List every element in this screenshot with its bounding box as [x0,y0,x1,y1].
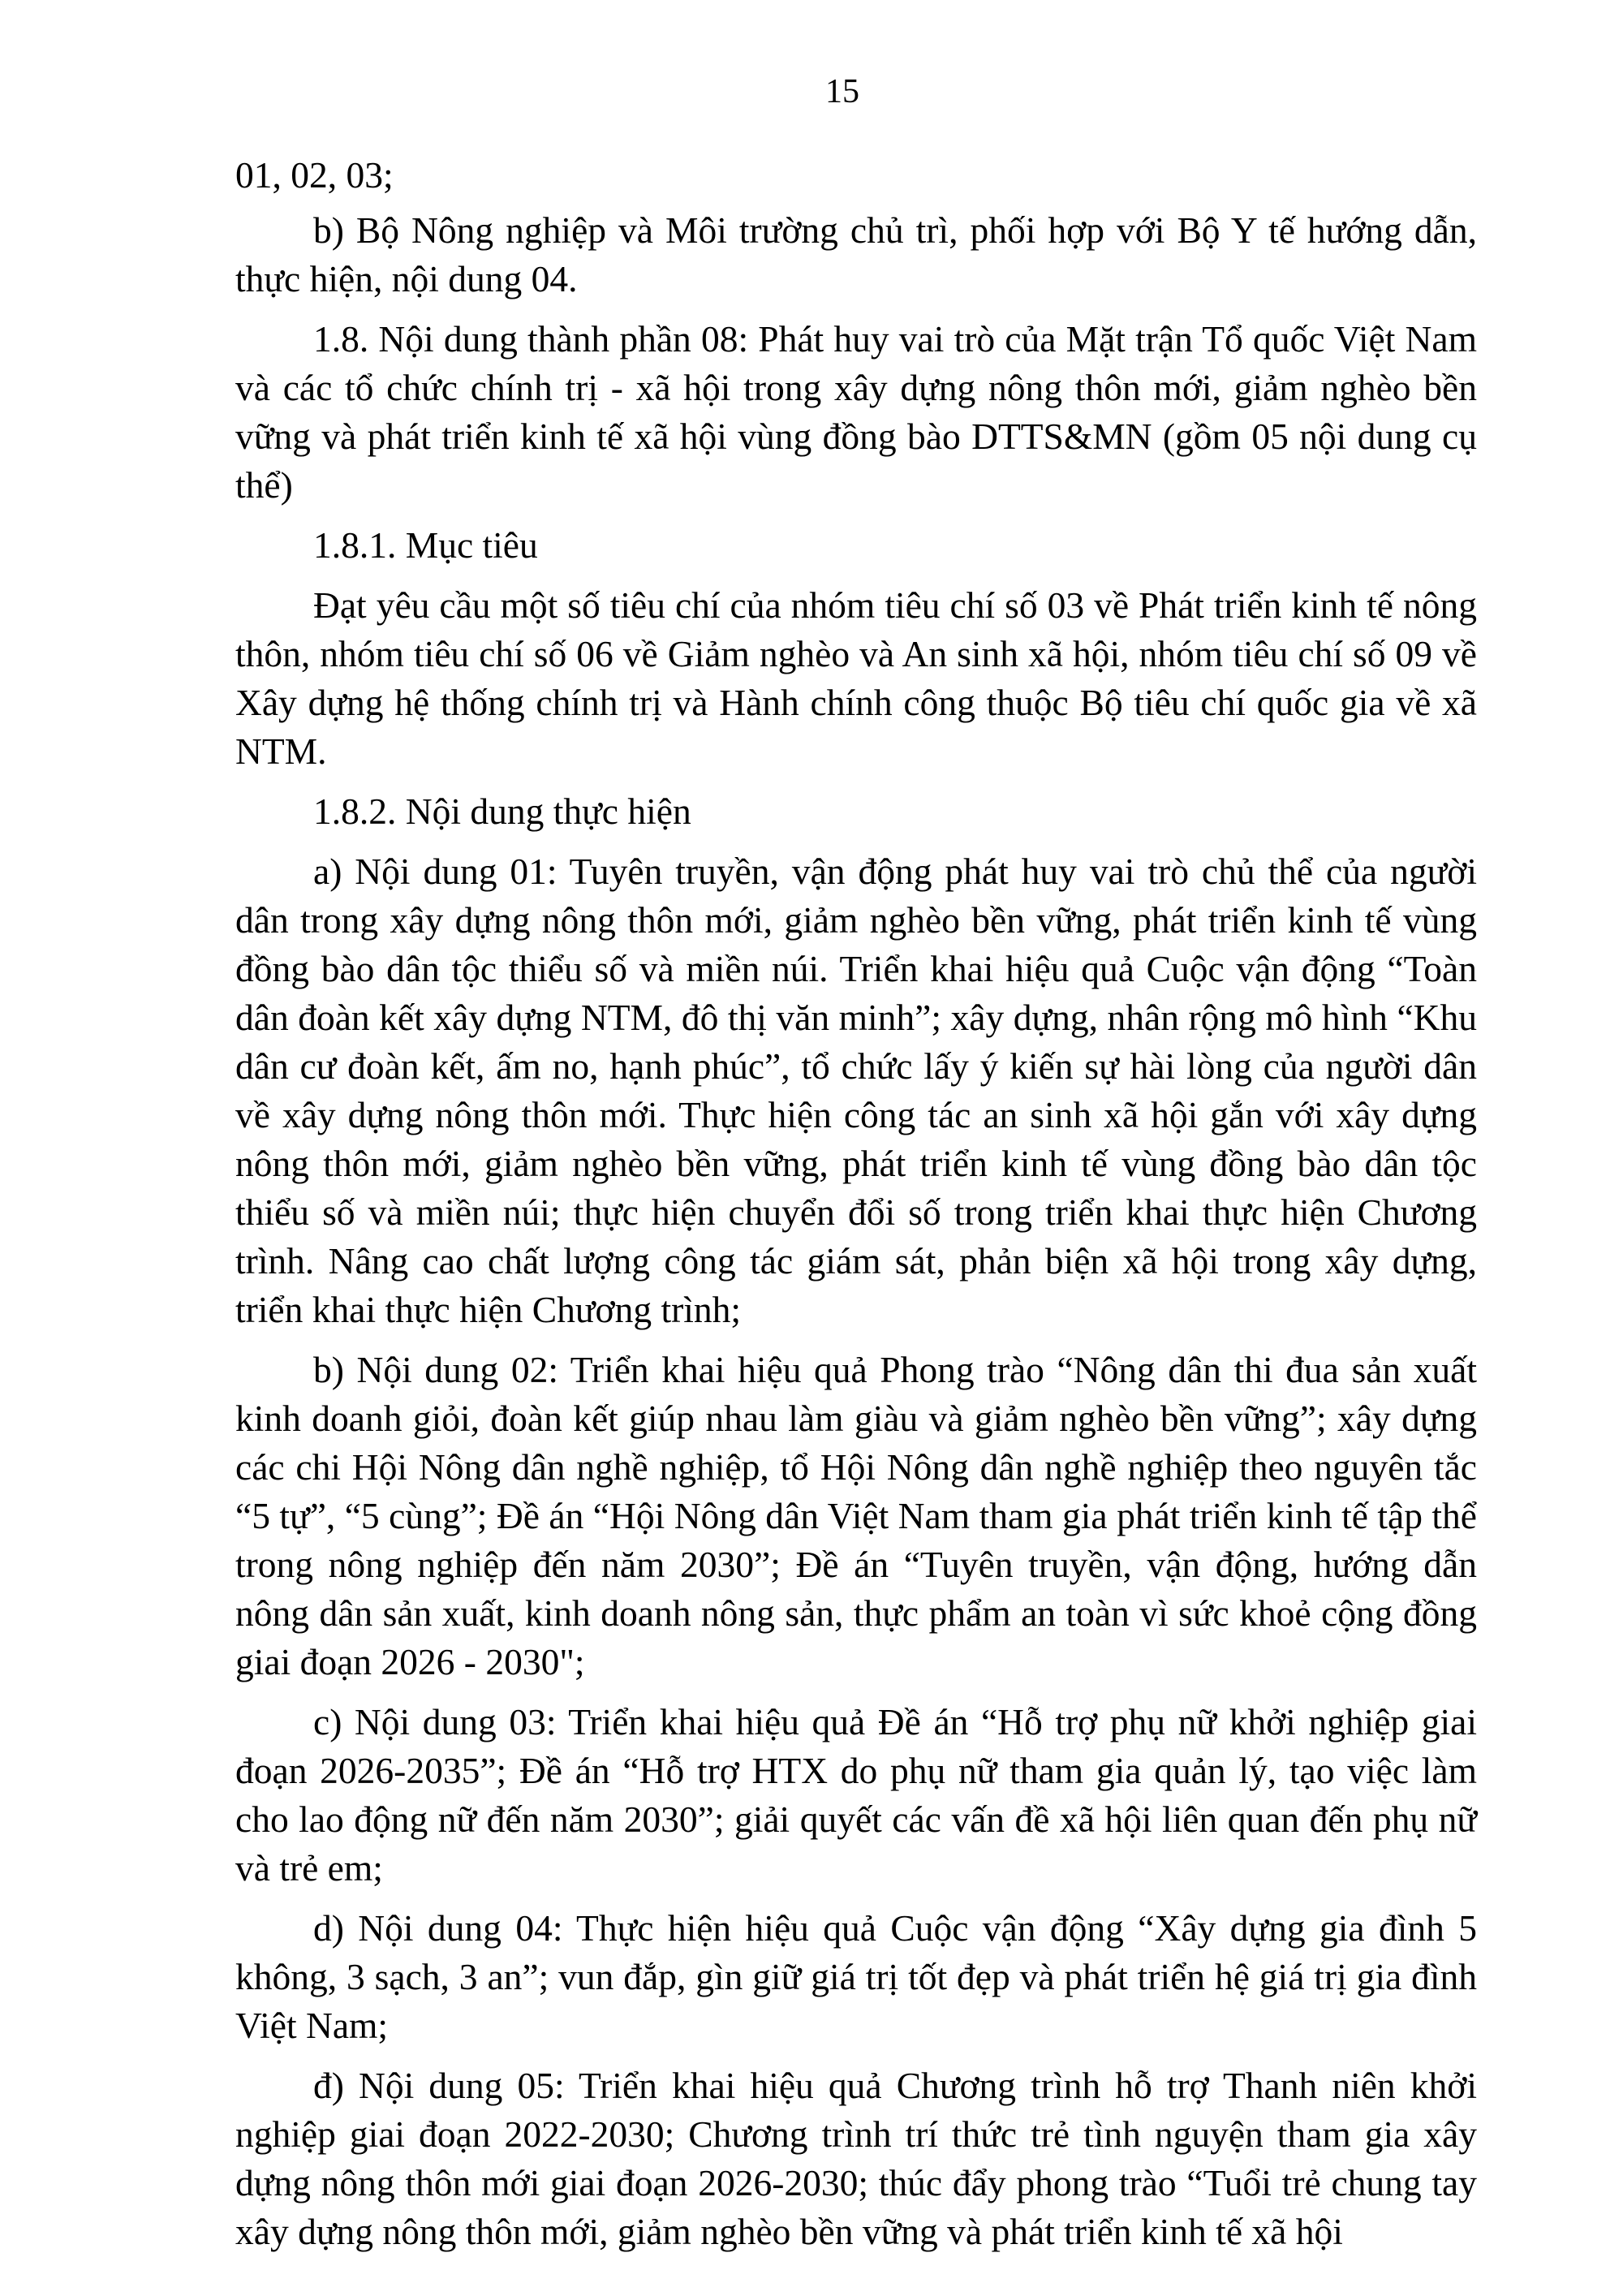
paragraph-item-b-ministry: b) Bộ Nông nghiệp và Môi trường chủ trì, phối hợp với Bộ Y tế hướng dẫn, thực hiện, nội dung 04. [235,209,1477,299]
paragraph-content-03: c) Nội dung 03: Triển khai hiệu quả Đề án “Hỗ trợ phụ nữ khởi nghiệp giai đoạn 2026-2035”; Đề án “Hỗ trợ HTX do phụ nữ tham gia quản lý, tạo việc làm cho lao động nữ đến năm 2030”; giải quyết các vấn đề xã hội liên quan đến phụ nữ và trẻ em; [235,1701,1477,1889]
section-heading-1-8-1: 1.8.1. Mục tiêu [313,524,538,566]
paragraph-continuation: 01, 02, 03; [235,154,394,196]
paragraph-content-05: đ) Nội dung 05: Triển khai hiệu quả Chương trình hỗ trợ Thanh niên khởi nghiệp giai đoạn 2022-2030; Chương trình trí thức trẻ tình nguyện tham gia xây dựng nông thôn mới giai đoạn 2026-2030; thúc đẩy phong trào “Tuổi trẻ chung tay xây dựng nông thôn mới, giảm nghèo bền vững và phát triển kinh tế xã hội [235,2065,1477,2252]
section-heading-1-8-2: 1.8.2. Nội dung thực hiện [313,790,691,832]
paragraph-content-01: a) Nội dung 01: Tuyên truyền, vận động phát huy vai trò chủ thể của người dân trong xây dựng nông thôn mới, giảm nghèo bền vững, phát triển kinh tế vùng đồng bào dân tộc thiểu số và miền núi. Triển khai hiệu quả Cuộc vận động “Toàn dân đoàn kết xây dựng NTM, đô thị văn minh”; xây dựng, nhân rộng mô hình “Khu dân cư đoàn kết, ấm no, hạnh phúc”, tổ chức lấy ý kiến sự hài lòng của người dân về xây dựng nông thôn mới. Thực hiện công tác an sinh xã hội gắn với xây dựng nông thôn mới, giảm nghèo bền vững, phát triển kinh tế vùng đồng bào dân tộc thiểu số và miền núi; thực hiện chuyển đổi số trong triển khai thực hiện Chương trình. Nâng cao chất lượng công tác giám sát, phản biện xã hội trong xây dựng, triển khai thực hiện Chương trình; [235,851,1477,1330]
paragraph-content-04: d) Nội dung 04: Thực hiện hiệu quả Cuộc vận động “Xây dựng gia đình 5 không, 3 sạch, 3 an”; vun đắp, gìn giữ giá trị tốt đẹp và phát triển hệ giá trị gia đình Việt Nam; [235,1907,1477,2046]
document-body [235,151,1477,2263]
paragraph-content-02: b) Nội dung 02: Triển khai hiệu quả Phong trào “Nông dân thi đua sản xuất kinh doanh giỏi, đoàn kết giúp nhau làm giàu và giảm nghèo bền vững”; xây dựng các chi Hội Nông dân nghề nghiệp, tổ Hội Nông dân nghề nghiệp theo nguyên tắc “5 tự”, “5 cùng”; Đề án “Hội Nông dân Việt Nam tham gia phát triển kinh tế tập thể trong nông nghiệp đến năm 2030”; Đề án “Tuyên truyền, vận động, hướng dẫn nông dân sản xuất, kinh doanh nông sản, thực phẩm an toàn vì sức khoẻ cộng đồng giai đoạn 2026 - 2030"; [235,1349,1477,1682]
section-heading-1-8: 1.8. Nội dung thành phần 08: Phát huy vai trò của Mặt trận Tổ quốc Việt Nam và các tổ chức chính trị - xã hội trong xây dựng nông thôn mới, giảm nghèo bền vững và phát triển kinh tế xã hội vùng đồng bào DTTS&MN (gồm 05 nội dung cụ thể) [235,318,1477,506]
paragraph-objective: Đạt yêu cầu một số tiêu chí của nhóm tiêu chí số 03 về Phát triển kinh tế nông thôn, nhóm tiêu chí số 06 về Giảm nghèo và An sinh xã hội, nhóm tiêu chí số 09 về Xây dựng hệ thống chính trị và Hành chính công thuộc Bộ tiêu chí quốc gia về xã NTM. [235,584,1477,772]
page-number: 15 [825,73,859,110]
